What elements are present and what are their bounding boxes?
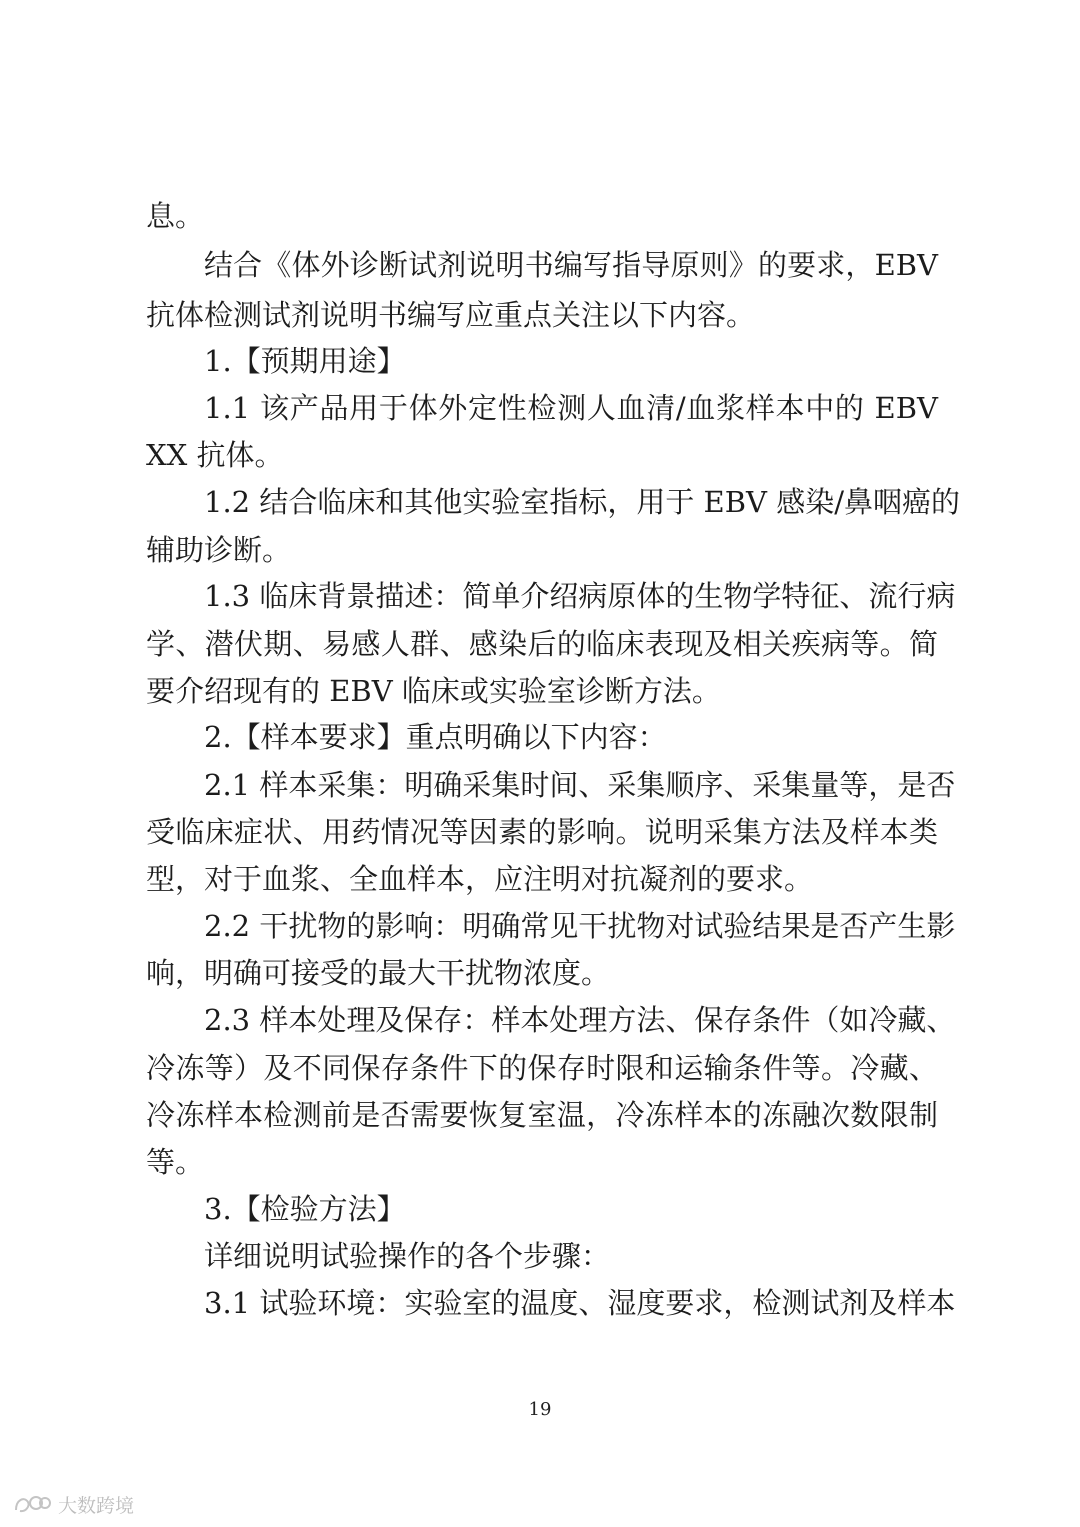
text-line: 学、潜伏期、易感人群、感染后的临床表现及相关疾病等。简 bbox=[146, 627, 938, 661]
section-heading: 1.【预期用途】 bbox=[204, 344, 406, 378]
text-line: 1.1 该产品用于体外定性检测人血清/血浆样本中的 EBV bbox=[204, 391, 938, 425]
page-number: 19 bbox=[528, 1399, 552, 1420]
watermark-logo-icon bbox=[12, 1492, 52, 1516]
text-line: 2.1 样本采集：明确采集时间、采集顺序、采集量等，是否 bbox=[204, 768, 956, 802]
watermark bbox=[12, 1490, 134, 1518]
text-line: 结合《体外诊断试剂说明书编写指导原则》的要求，EBV bbox=[204, 248, 938, 282]
text-line: 等。 bbox=[146, 1145, 205, 1179]
section-heading: 2.【样本要求】重点明确以下内容： bbox=[204, 720, 667, 754]
watermark-text: 大数跨境 bbox=[58, 1494, 135, 1517]
text-line: 要介绍现有的 EBV 临床或实验室诊断方法。 bbox=[146, 674, 721, 708]
text-line: 响，明确可接受的最大干扰物浓度。 bbox=[146, 956, 611, 990]
text-line: 3.1 试验环境：实验室的温度、湿度要求，检测试剂及样本 bbox=[204, 1286, 956, 1320]
text-line: 1.2 结合临床和其他实验室指标，用于 EBV 感染/鼻咽癌的 bbox=[204, 485, 960, 519]
text-line: 冷冻样本检测前是否需要恢复室温，冷冻样本的冻融次数限制 bbox=[146, 1098, 938, 1132]
text-line: 2.2 干扰物的影响：明确常见干扰物对试验结果是否产生影 bbox=[204, 909, 956, 943]
text-line: 型，对于血浆、全血样本，应注明对抗凝剂的要求。 bbox=[146, 862, 814, 896]
text-line: 详细说明试验操作的各个步骤： bbox=[204, 1239, 611, 1273]
text-line: 受临床症状、用药情况等因素的影响。说明采集方法及样本类 bbox=[146, 815, 938, 849]
text-line: 1.3 临床背景描述：简单介绍病原体的生物学特征、流行病 bbox=[204, 579, 956, 613]
text-line: 辅助诊断。 bbox=[146, 533, 292, 567]
text-line: XX 抗体。 bbox=[146, 438, 284, 472]
text-line: 2.3 样本处理及保存：样本处理方法、保存条件（如冷藏、 bbox=[204, 1003, 956, 1037]
text-line: 冷冻等）及不同保存条件下的保存时限和运输条件等。冷藏、 bbox=[146, 1051, 938, 1085]
section-heading: 3.【检验方法】 bbox=[204, 1192, 406, 1226]
text-line: 息。 bbox=[146, 199, 205, 233]
text-line: 抗体检测试剂说明书编写应重点关注以下内容。 bbox=[146, 298, 756, 332]
